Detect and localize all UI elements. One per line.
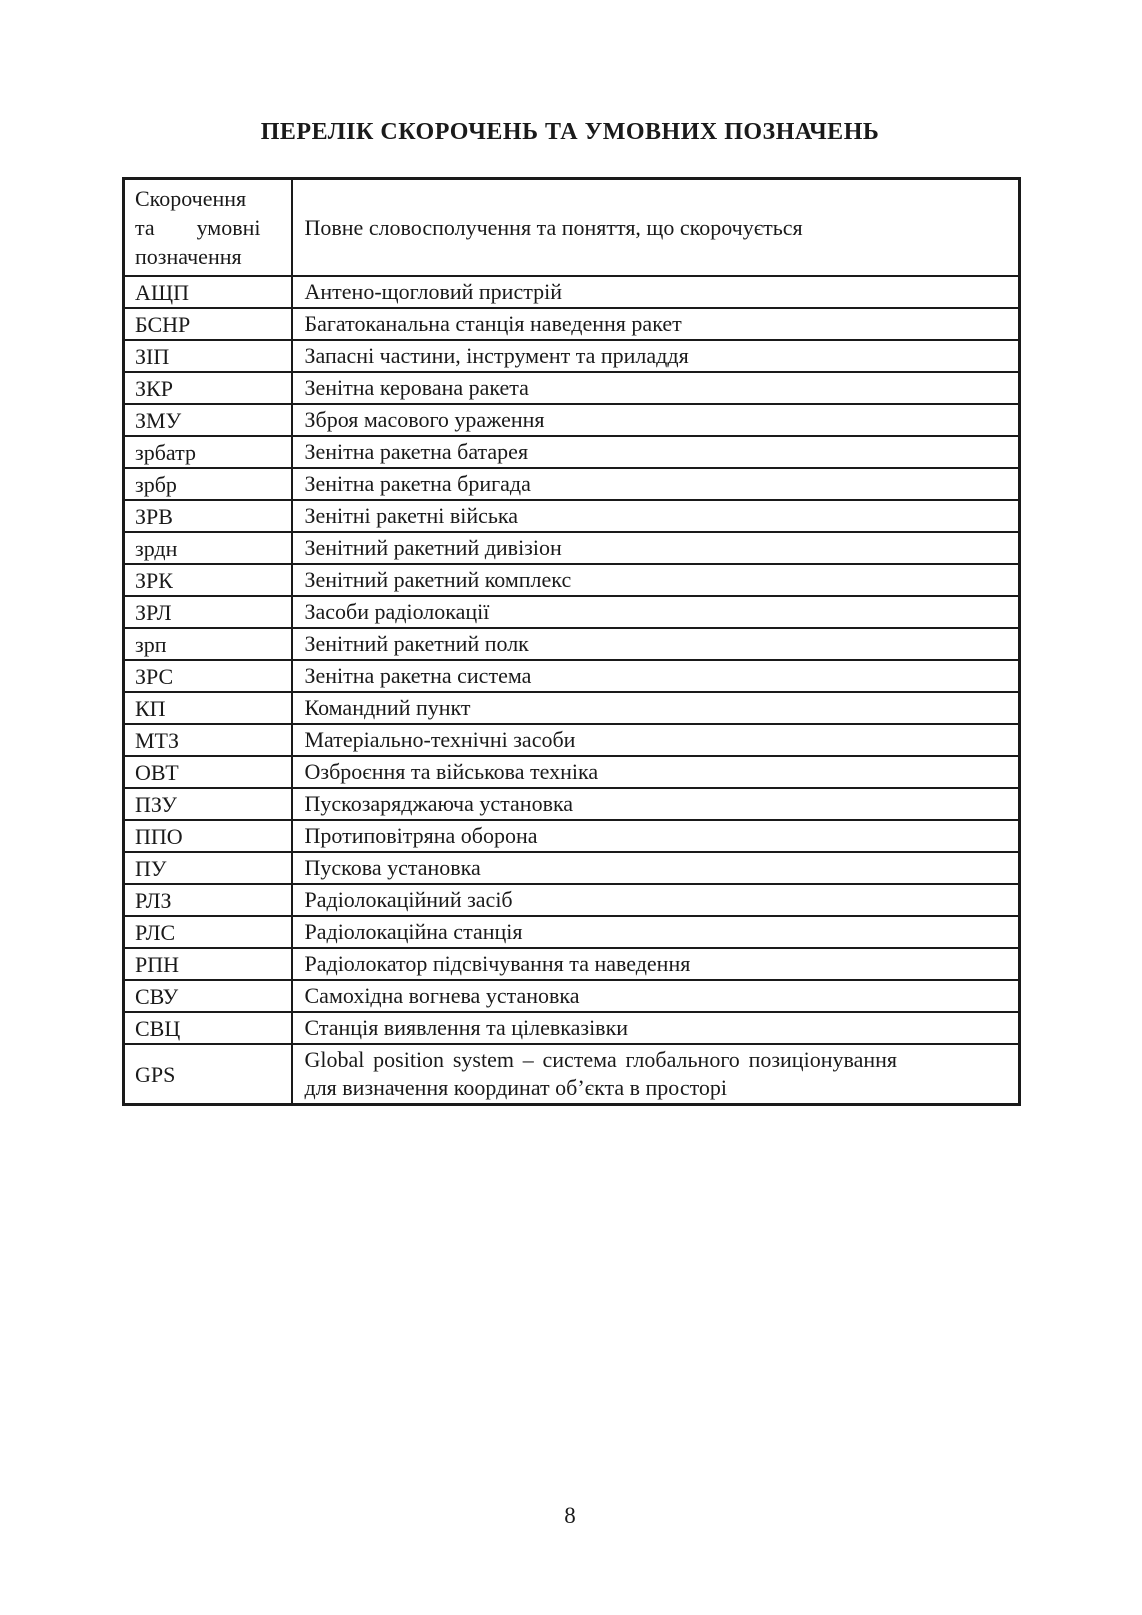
full-phrase-cell: Запасні частини, інструмент та приладдя xyxy=(292,340,1020,372)
abbreviation-cell: зрп xyxy=(124,628,292,660)
abbreviation-cell: ПУ xyxy=(124,852,292,884)
page-number: 8 xyxy=(564,1503,576,1528)
table-row xyxy=(124,404,1020,436)
table-row xyxy=(124,884,1020,916)
abbreviation-cell: ЗРС xyxy=(124,660,292,692)
table-row xyxy=(124,564,1020,596)
table-row xyxy=(124,276,1020,308)
full-phrase-cell: Протиповітряна оборона xyxy=(292,820,1020,852)
table-row xyxy=(124,948,1020,980)
table-row xyxy=(124,1012,1020,1044)
header-cell-abbreviation: Скорочення та умовні позначення xyxy=(124,179,292,277)
abbreviation-cell: ППО xyxy=(124,820,292,852)
table-row xyxy=(124,500,1020,532)
table-row xyxy=(124,468,1020,500)
full-phrase-cell: Матеріально-технічні засоби xyxy=(292,724,1020,756)
table-row xyxy=(124,436,1020,468)
full-phrase-cell: Антено-щогловий пристрій xyxy=(292,276,1020,308)
header-cell-full-phrase: Повне словосполучення та поняття, що скорочується xyxy=(292,179,1020,277)
abbreviation-cell: РЛЗ xyxy=(124,884,292,916)
table-row xyxy=(124,1044,1020,1105)
abbreviation-cell: GPS xyxy=(124,1044,292,1105)
abbreviation-cell: РПН xyxy=(124,948,292,980)
abbreviation-cell: зрдн xyxy=(124,532,292,564)
table-row xyxy=(124,852,1020,884)
abbreviation-cell: МТЗ xyxy=(124,724,292,756)
abbreviations-table xyxy=(122,177,1021,1106)
abbreviation-cell: ЗМУ xyxy=(124,404,292,436)
full-phrase-cell: Зенітна керована ракета xyxy=(292,372,1020,404)
full-phrase-cell: Озброєння та військова техніка xyxy=(292,756,1020,788)
full-phrase-cell: Зенітні ракетні війська xyxy=(292,500,1020,532)
full-phrase-cell: Зенітна ракетна батарея xyxy=(292,436,1020,468)
abbreviation-cell: ЗРК xyxy=(124,564,292,596)
full-phrase-cell: Зенітна ракетна система xyxy=(292,660,1020,692)
full-phrase-cell: Станція виявлення та цілевказівки xyxy=(292,1012,1020,1044)
full-phrase-cell: Командний пункт xyxy=(292,692,1020,724)
abbreviation-cell: СВУ xyxy=(124,980,292,1012)
abbreviation-cell: ЗІП xyxy=(124,340,292,372)
full-phrase-cell: Радіолокаційний засіб xyxy=(292,884,1020,916)
full-phrase-cell: Багатоканальна станція наведення ракет xyxy=(292,308,1020,340)
table-row xyxy=(124,692,1020,724)
table-row xyxy=(124,820,1020,852)
full-phrase-cell: Радіолокаційна станція xyxy=(292,916,1020,948)
table-row xyxy=(124,532,1020,564)
abbreviation-cell: зрбр xyxy=(124,468,292,500)
table-body xyxy=(124,276,1020,1105)
full-phrase-cell: Засоби радіолокації xyxy=(292,596,1020,628)
full-phrase-cell: Самохідна вогнева установка xyxy=(292,980,1020,1012)
table-row xyxy=(124,980,1020,1012)
table-row xyxy=(124,916,1020,948)
table-row xyxy=(124,724,1020,756)
full-phrase-cell: Радіолокатор підсвічування та наведення xyxy=(292,948,1020,980)
abbreviation-cell: ЗРЛ xyxy=(124,596,292,628)
page-title: ПЕРЕЛІК СКОРОЧЕНЬ ТА УМОВНИХ ПОЗНАЧЕНЬ xyxy=(260,119,880,145)
abbreviation-cell: РЛС xyxy=(124,916,292,948)
abbreviation-cell: ЗКР xyxy=(124,372,292,404)
abbreviation-cell: ПЗУ xyxy=(124,788,292,820)
table-row xyxy=(124,308,1020,340)
abbreviation-cell: КП xyxy=(124,692,292,724)
table-row xyxy=(124,340,1020,372)
full-phrase-cell: Зенітний ракетний дивізіон xyxy=(292,532,1020,564)
abbreviation-cell: БСНР xyxy=(124,308,292,340)
table-row xyxy=(124,660,1020,692)
full-phrase-cell: Global position system – система глобального позиціонування для визначення координат об’єкта в просторі xyxy=(292,1044,1020,1105)
full-phrase-cell: Пускозаряджаюча установка xyxy=(292,788,1020,820)
full-phrase-cell: Зенітний ракетний полк xyxy=(292,628,1020,660)
abbreviation-cell: ОВТ xyxy=(124,756,292,788)
table-row xyxy=(124,756,1020,788)
abbreviation-cell: АЩП xyxy=(124,276,292,308)
abbreviation-cell: СВЦ xyxy=(124,1012,292,1044)
full-phrase-cell: Зенітний ракетний комплекс xyxy=(292,564,1020,596)
full-phrase-cell: Зброя масового ураження xyxy=(292,404,1020,436)
table-header-row xyxy=(124,179,1020,277)
table-row xyxy=(124,372,1020,404)
table-row xyxy=(124,628,1020,660)
abbreviation-cell: зрбатр xyxy=(124,436,292,468)
table-row xyxy=(124,596,1020,628)
table-row xyxy=(124,788,1020,820)
abbreviation-cell: ЗРВ xyxy=(124,500,292,532)
full-phrase-cell: Зенітна ракетна бригада xyxy=(292,468,1020,500)
full-phrase-cell: Пускова установка xyxy=(292,852,1020,884)
